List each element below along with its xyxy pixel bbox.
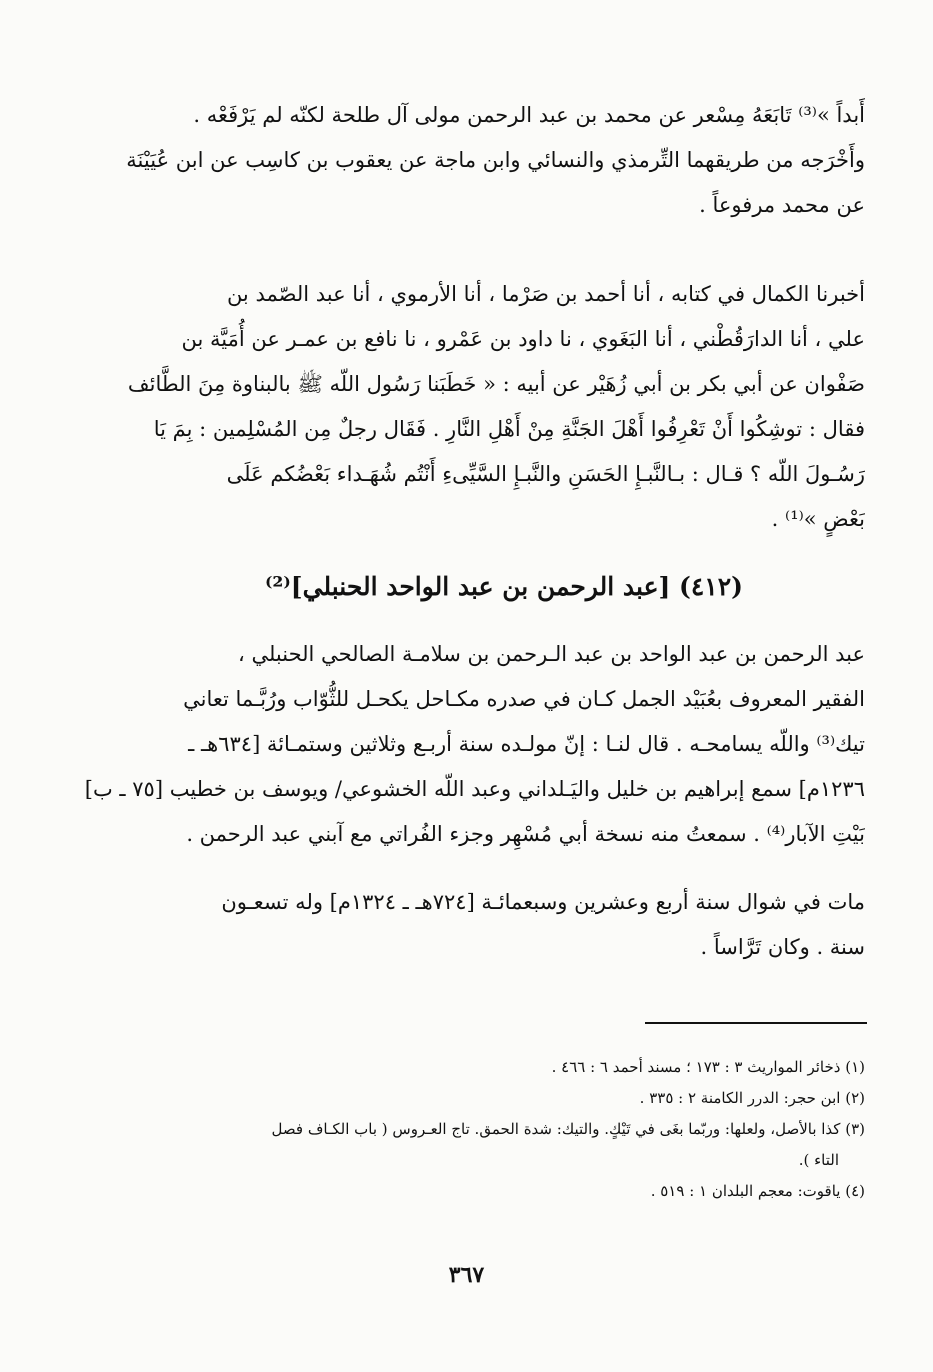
paragraph-hadith-continuation: [65, 93, 865, 228]
text-line: فقال : توشِكُوا أَنْ تَعْرِفُوا أَهْلَ الجَنَّةِ مِنْ أَهْلِ النَّارِ . فَقَال رجلٌ مِن المُسْلِمين : بِمَ يَا: [153, 417, 865, 441]
footnote-separator: [645, 1022, 867, 1024]
text-line: وأَخْرَجه من طريقهما التِّرمذي والنسائي وابن ماجة عن يعقوب بن كاسِب عن ابن عُيَيْنَة: [126, 148, 865, 172]
footnotes: [65, 1052, 865, 1207]
text-line: رَسُـولَ اللّه ؟ قـال : بـالنَّبـإِ الحَسَنِ والنَّبـإِ السَّيِّىءِ أَنْتُم شُهَـداء بَعْضُكم عَلَى: [226, 462, 865, 486]
text-line: سنة . وكان تَرَّاساً .: [700, 935, 865, 959]
text-line: أخبرنا الكمال في كتابه ، أنا أحمد بن صَرْما ، أنا الأرموي ، أنا عبد الصّمد بن: [226, 282, 865, 306]
footnote-1: (١) ذخائر المواريث ٣ : ١٧٣ ؛ مسند أحمد ٦ : ٤٦٦ .: [551, 1058, 865, 1076]
text-line: مات في شوال سنة أربع وعشرين وسبعمائـة [٧٢٤هـ ـ ١٣٢٤م] وله تسعـون: [221, 890, 865, 914]
footnote-3: (٣) كذا بالأصل، ولعلها: وربّما بغَى في تَيْكٍ. والتيك: شدة الحمق. تاج العـروس ( باب الكـاف فصل: [271, 1120, 865, 1138]
text-line: بَعْضٍ »⁽¹⁾ .: [771, 507, 865, 531]
paragraph-biography: [65, 632, 865, 857]
footnote-2: (٢) ابن حجر: الدرر الكامنة ٢ : ٣٣٥ .: [639, 1089, 865, 1107]
footnote-4: (٤) ياقوت: معجم البلدان ١ : ٥١٩ .: [650, 1182, 865, 1200]
text-line: عبد الرحمن بن عبد الواحد بن عبد الـرحمن بن سلامـة الصالحي الحنبلي ،: [238, 642, 865, 666]
text-line: عن محمد مرفوعاً .: [699, 193, 865, 217]
text-line: الفقير المعروف بعُبَيْد الجمل كـان في صدره مكـاحل يكحـل للثُّوّاب ورُبَّـما تعاني: [183, 687, 865, 711]
entry-heading: (٤١٢) [عبد الرحمن بن عبد الواحد الحنبلي]⁽²⁾: [264, 572, 743, 601]
text-line: تيك⁽³⁾ واللّه يسامحـه . قال لنـا : إنّ مولـده سنة أربـع وثلاثين وستمـائة [٦٣٤هـ ـ: [188, 732, 865, 756]
paragraph-isnad: [65, 272, 865, 542]
text-line: ١٢٣٦م] سمع إبراهيم بن خليل واليَـلداني وعبد اللّه الخشوعي/ ويوسف بن خطيب [٧٥ ـ ب]: [84, 777, 865, 801]
text-line: صَفْوان عن أبي بكر بن أبي زُهَيْر عن أبيه : « خَطَبَنا رَسُول اللّه ﷺ بالبناوة مِنَ الطَّائف: [127, 372, 865, 396]
footnote-3-continuation: التاء ).: [798, 1151, 839, 1169]
text-line: بَيْتِ الآبار⁽⁴⁾ . سمعتُ منه نسخة أبي مُسْهِر وجزء الفُراتي مع آبني عبد الرحمن .: [186, 822, 865, 846]
text-line: أَبداً »⁽³⁾ تَابَعَهُ مِسْعر عن محمد بن عبد الرحمن مولى آل طلحة لكنّه لم يَرْفَعْه .: [193, 103, 865, 127]
page-number: ٣٦٧: [448, 1262, 485, 1288]
text-line: علي ، أنا الدارَقُطْني ، أنا البَغَوي ، نا داود بن عَمْرو ، نا نافع بن عمـر عن أُمَيَّة بن: [181, 327, 865, 351]
paragraph-death: [65, 880, 865, 970]
